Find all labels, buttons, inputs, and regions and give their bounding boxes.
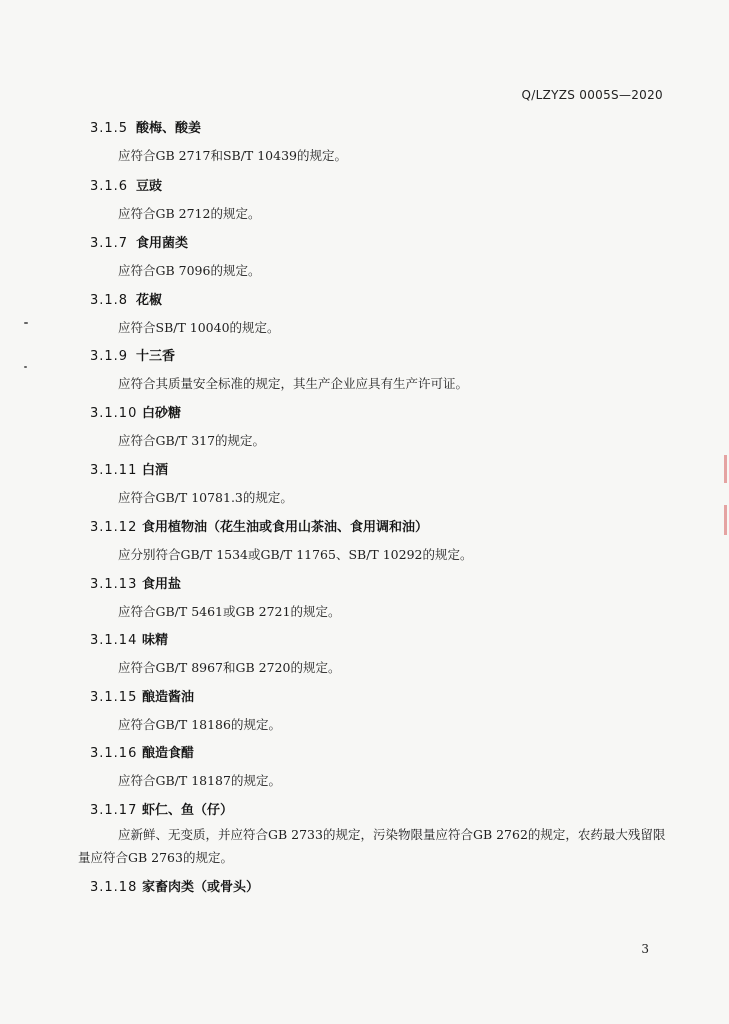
clause-title: 虾仁、鱼（仔）: [142, 803, 234, 818]
clause-title: 酸梅、酸姜: [136, 121, 202, 136]
clause-heading: [90, 799, 233, 818]
clause-heading: [90, 742, 194, 761]
clause-number: 3.1.12: [90, 520, 138, 535]
clause-heading: [90, 232, 188, 251]
clause-requirement: 应符合GB 7096的规定。: [118, 263, 261, 278]
clause-requirement: 应符合SB/T 10040的规定。: [118, 320, 280, 335]
clause-requirement: 应分别符合GB/T 1534或GB/T 11765、SB/T 10292的规定。: [118, 547, 473, 562]
clause-title: 食用植物油（花生油或食用山茶油、食用调和油）: [142, 520, 429, 535]
scan-speck: [24, 322, 28, 324]
scan-speck: [24, 366, 27, 368]
clause-requirement: 应符合GB 2712的规定。: [118, 206, 261, 221]
clause-title: 味精: [142, 633, 169, 648]
clause-number: 3.1.13: [90, 577, 138, 592]
clause-heading: [90, 876, 259, 895]
clause-heading: [90, 686, 194, 705]
clause-title: 豆豉: [136, 179, 163, 194]
clause-heading: [90, 629, 168, 648]
clause-title: 白酒: [142, 463, 169, 478]
clause-title: 酿造食醋: [142, 746, 195, 761]
clause-requirement: 应符合GB/T 10781.3的规定。: [118, 490, 293, 505]
document-code: Q/LZYZS 0005S—2020: [521, 88, 663, 102]
clause-requirement: 应符合GB/T 18186的规定。: [118, 717, 281, 732]
clause-requirement: 应符合GB/T 5461或GB 2721的规定。: [118, 604, 341, 619]
clause-title: 酿造酱油: [142, 690, 195, 705]
clause-number: 3.1.16: [90, 746, 138, 761]
clause-number: 3.1.8: [90, 293, 129, 308]
clause-heading: [90, 573, 181, 592]
clause-heading: [90, 402, 181, 421]
clause-requirement: 应符合GB/T 317的规定。: [118, 433, 266, 448]
clause-title: 食用菌类: [136, 236, 189, 251]
clause-number: 3.1.7: [90, 236, 129, 251]
clause-number: 3.1.5: [90, 121, 129, 136]
clause-heading: [90, 289, 162, 308]
clause-requirement: 应符合GB/T 18187的规定。: [118, 773, 281, 788]
clause-number: 3.1.10: [90, 406, 138, 421]
clause-title: 食用盐: [142, 577, 182, 592]
clause-heading: [90, 175, 162, 194]
clause-heading: [90, 516, 428, 535]
clause-number: 3.1.15: [90, 690, 138, 705]
clause-number: 3.1.6: [90, 179, 129, 194]
clause-number: 3.1.14: [90, 633, 138, 648]
clause-number: 3.1.11: [90, 463, 138, 478]
clause-requirement: 应新鲜、无变质，并应符合GB 2733的规定，污染物限量应符合GB 2762的规定，农药最大残留限量应符合GB 2763的规定。: [78, 827, 666, 865]
seal-edge-mark: [724, 505, 727, 535]
page-number: 3: [641, 942, 649, 956]
clause-title: 花椒: [136, 293, 163, 308]
clause-heading: [90, 345, 175, 364]
clause-requirement: 应符合GB 2717和SB/T 10439的规定。: [118, 148, 347, 163]
clause-heading: [90, 459, 168, 478]
clause-title: 家畜肉类（或骨头）: [142, 880, 260, 895]
clause-requirement: 应符合其质量安全标准的规定，其生产企业应具有生产许可证。: [118, 376, 469, 391]
clause-requirement: 应符合GB/T 8967和GB 2720的规定。: [118, 660, 341, 675]
clause-number: 3.1.18: [90, 880, 138, 895]
seal-edge-mark: [724, 455, 727, 483]
clause-number: 3.1.17: [90, 803, 138, 818]
clause-title: 白砂糖: [142, 406, 182, 421]
clause-number: 3.1.9: [90, 349, 129, 364]
clause-title: 十三香: [136, 349, 176, 364]
clause-heading: [90, 117, 201, 136]
